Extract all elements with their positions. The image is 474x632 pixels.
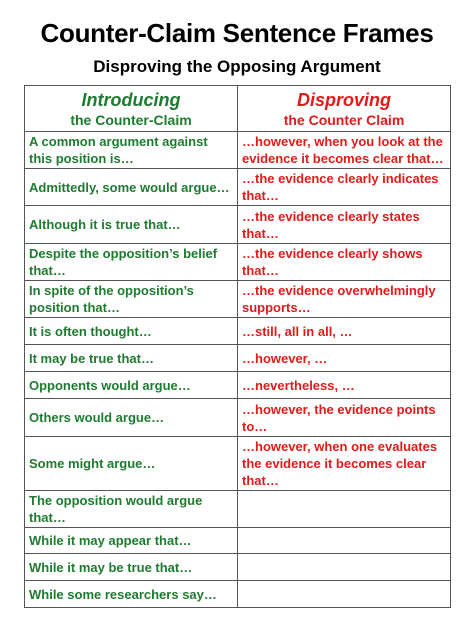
introducing-frame: A common argument against this position is… xyxy=(25,132,238,169)
disproving-frame xyxy=(238,581,451,608)
disproving-frame xyxy=(238,491,451,528)
disproving-frame: …nevertheless, … xyxy=(238,372,451,399)
introducing-frame: Some might argue… xyxy=(25,437,238,491)
header-introducing-title: Introducing xyxy=(81,90,181,110)
introducing-frame: It may be true that… xyxy=(25,345,238,372)
introducing-frame: Despite the opposition’s belief that… xyxy=(25,244,238,281)
table-row xyxy=(25,206,451,244)
header-introducing xyxy=(25,86,238,132)
disproving-frame xyxy=(238,528,451,554)
table-header-row xyxy=(25,86,451,132)
disproving-frame: …however, … xyxy=(238,345,451,372)
disproving-frame: …the evidence overwhelmingly supports… xyxy=(238,281,451,318)
table-row xyxy=(25,528,451,554)
table-row xyxy=(25,132,451,169)
introducing-frame: While it may be true that… xyxy=(25,554,238,581)
header-disproving-title: Disproving xyxy=(296,90,391,110)
introducing-frame: While some researchers say… xyxy=(25,581,238,608)
disproving-frame: …the evidence clearly indicates that… xyxy=(238,169,451,206)
disproving-frame: …however, when you look at the evidence it becomes clear that… xyxy=(238,132,451,169)
table-row xyxy=(25,399,451,437)
header-introducing-subtitle: the Counter-Claim xyxy=(70,112,192,128)
page-subtitle: Disproving the Opposing Argument xyxy=(93,57,381,76)
introducing-frame: Although it is true that… xyxy=(25,206,238,244)
table-row xyxy=(25,437,451,491)
introducing-frame: Admittedly, some would argue… xyxy=(25,169,238,206)
header-disproving-subtitle: the Counter Claim xyxy=(283,112,405,128)
table-row xyxy=(25,244,451,281)
table-row xyxy=(25,345,451,372)
introducing-frame: Opponents would argue… xyxy=(25,372,238,399)
disproving-frame: …however, the evidence points to… xyxy=(238,399,451,437)
table-row xyxy=(25,491,451,528)
sentence-frames-table xyxy=(24,85,451,608)
introducing-frame: It is often thought… xyxy=(25,318,238,345)
header-disproving xyxy=(238,86,451,132)
disproving-frame xyxy=(238,554,451,581)
table-row xyxy=(25,554,451,581)
table-row xyxy=(25,372,451,399)
disproving-frame: …the evidence clearly states that… xyxy=(238,206,451,244)
table-row xyxy=(25,281,451,318)
disproving-frame: …the evidence clearly shows that… xyxy=(238,244,451,281)
table-row xyxy=(25,581,451,608)
introducing-frame: The opposition would argue that… xyxy=(25,491,238,528)
introducing-frame: Others would argue… xyxy=(25,399,238,437)
disproving-frame: …still, all in all, … xyxy=(238,318,451,345)
disproving-frame: …however, when one evaluates the evidence it becomes clear that… xyxy=(238,437,451,491)
page-title: Counter-Claim Sentence Frames xyxy=(40,18,434,48)
introducing-frame: While it may appear that… xyxy=(25,528,238,554)
introducing-frame: In spite of the opposition’s position that… xyxy=(25,281,238,318)
table-row xyxy=(25,318,451,345)
table-row xyxy=(25,169,451,206)
